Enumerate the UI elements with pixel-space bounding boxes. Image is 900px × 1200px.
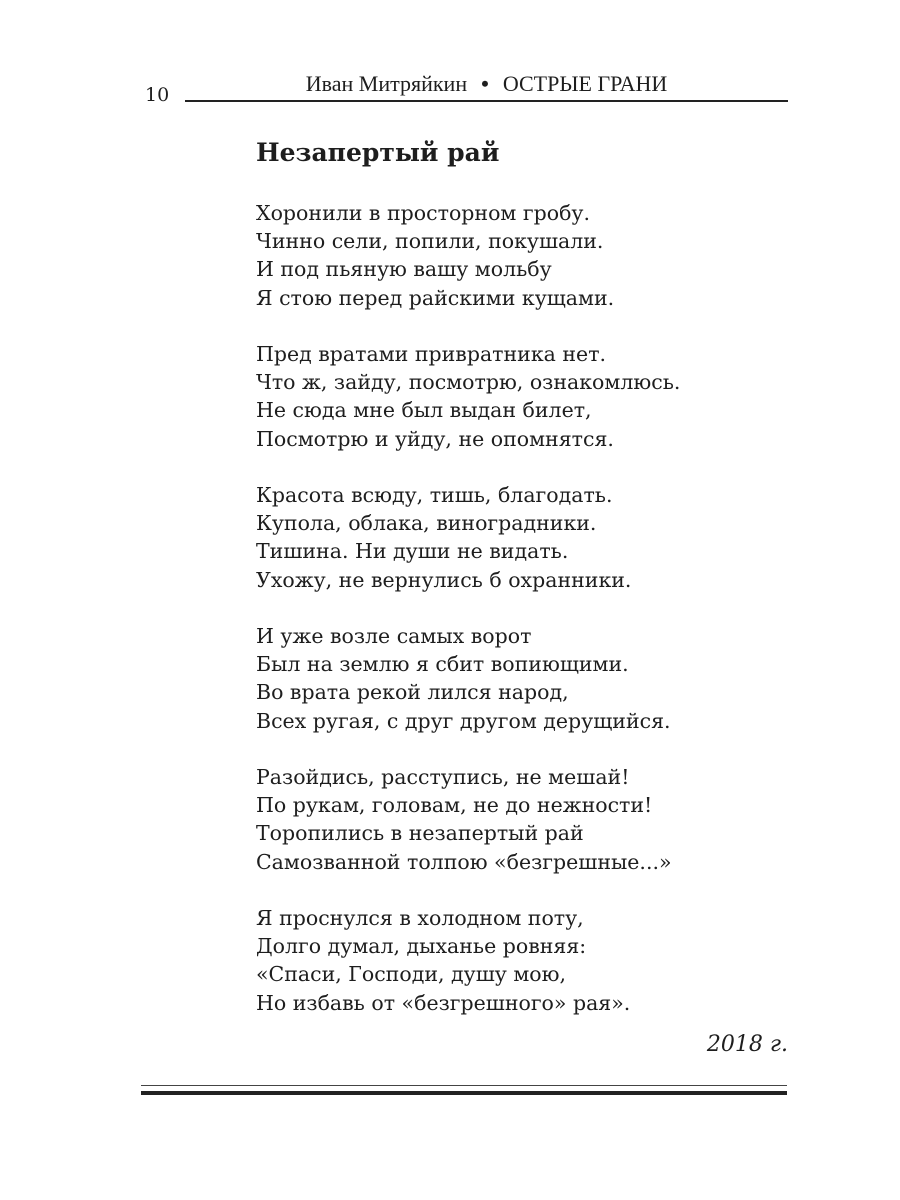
poem-line: Всех ругая, с друг другом дерущийся. (256, 708, 671, 733)
footer-thin-rule (141, 1085, 787, 1086)
bullet-separator: • (481, 71, 489, 96)
poem-line: Купола, облака, виноградники. (256, 511, 597, 536)
poem-line: Во врата рекой лился народ, (256, 680, 569, 705)
page-number: 10 (145, 84, 170, 106)
poem-line: Не сюда мне был выдан билет, (256, 398, 592, 423)
poem-line: Посмотрю и уйду, не опомнятся. (256, 426, 614, 451)
poem-line: Долго думал, дыханье ровняя: (256, 934, 587, 959)
stanza (256, 622, 680, 735)
poem-line: Я стою перед райскими кущами. (256, 285, 615, 310)
poem-line: Хоронили в просторном гробу. (256, 201, 590, 225)
poem-line: Торопились в незапертый рай (256, 821, 584, 846)
poem-line: Я проснулся в холодном поту, (256, 906, 584, 930)
poem-title: Незапертый рай (256, 138, 500, 167)
book-title: ОСТРЫЕ ГРАНИ (502, 71, 668, 96)
poem-line: Тишина. Ни души не видать. (256, 539, 569, 564)
poem-line: Разойдись, расступись, не мешай! (256, 765, 630, 789)
footer-thick-rule (141, 1091, 787, 1095)
stanza (256, 340, 680, 453)
poem-line: Был на землю я сбит вопиющими. (256, 652, 629, 677)
poem-line: Что ж, зайду, посмотрю, ознакомлюсь. (256, 370, 681, 395)
poem-line: И под пьяную вашу мольбу (256, 257, 552, 282)
running-header (185, 71, 788, 97)
author-name: Иван Митряйкин (305, 71, 468, 96)
header-rule (185, 100, 788, 102)
poem-line: По рукам, головам, не до нежности! (256, 793, 653, 818)
stanza (256, 904, 680, 1017)
stanza (256, 763, 680, 876)
poem-line: Ухожу, не вернулись б охранники. (256, 567, 632, 592)
poem-line: Но избавь от «безгрешного» рая». (256, 990, 631, 1015)
stanza (256, 481, 680, 594)
poem-body (256, 199, 680, 1045)
stanza (256, 199, 680, 312)
poem-line: «Спаси, Господи, душу мою, (256, 962, 566, 987)
poem-line: И уже возле самых ворот (256, 624, 532, 648)
poem-line: Самозванной толпою «безгрешные...» (256, 849, 672, 874)
poem-date: 2018 г. (706, 1032, 788, 1057)
poem-line: Пред вратами привратника нет. (256, 342, 607, 366)
poem-line: Чинно сели, попили, покушали. (256, 229, 604, 254)
poem-line: Красота всюду, тишь, благодать. (256, 483, 613, 507)
